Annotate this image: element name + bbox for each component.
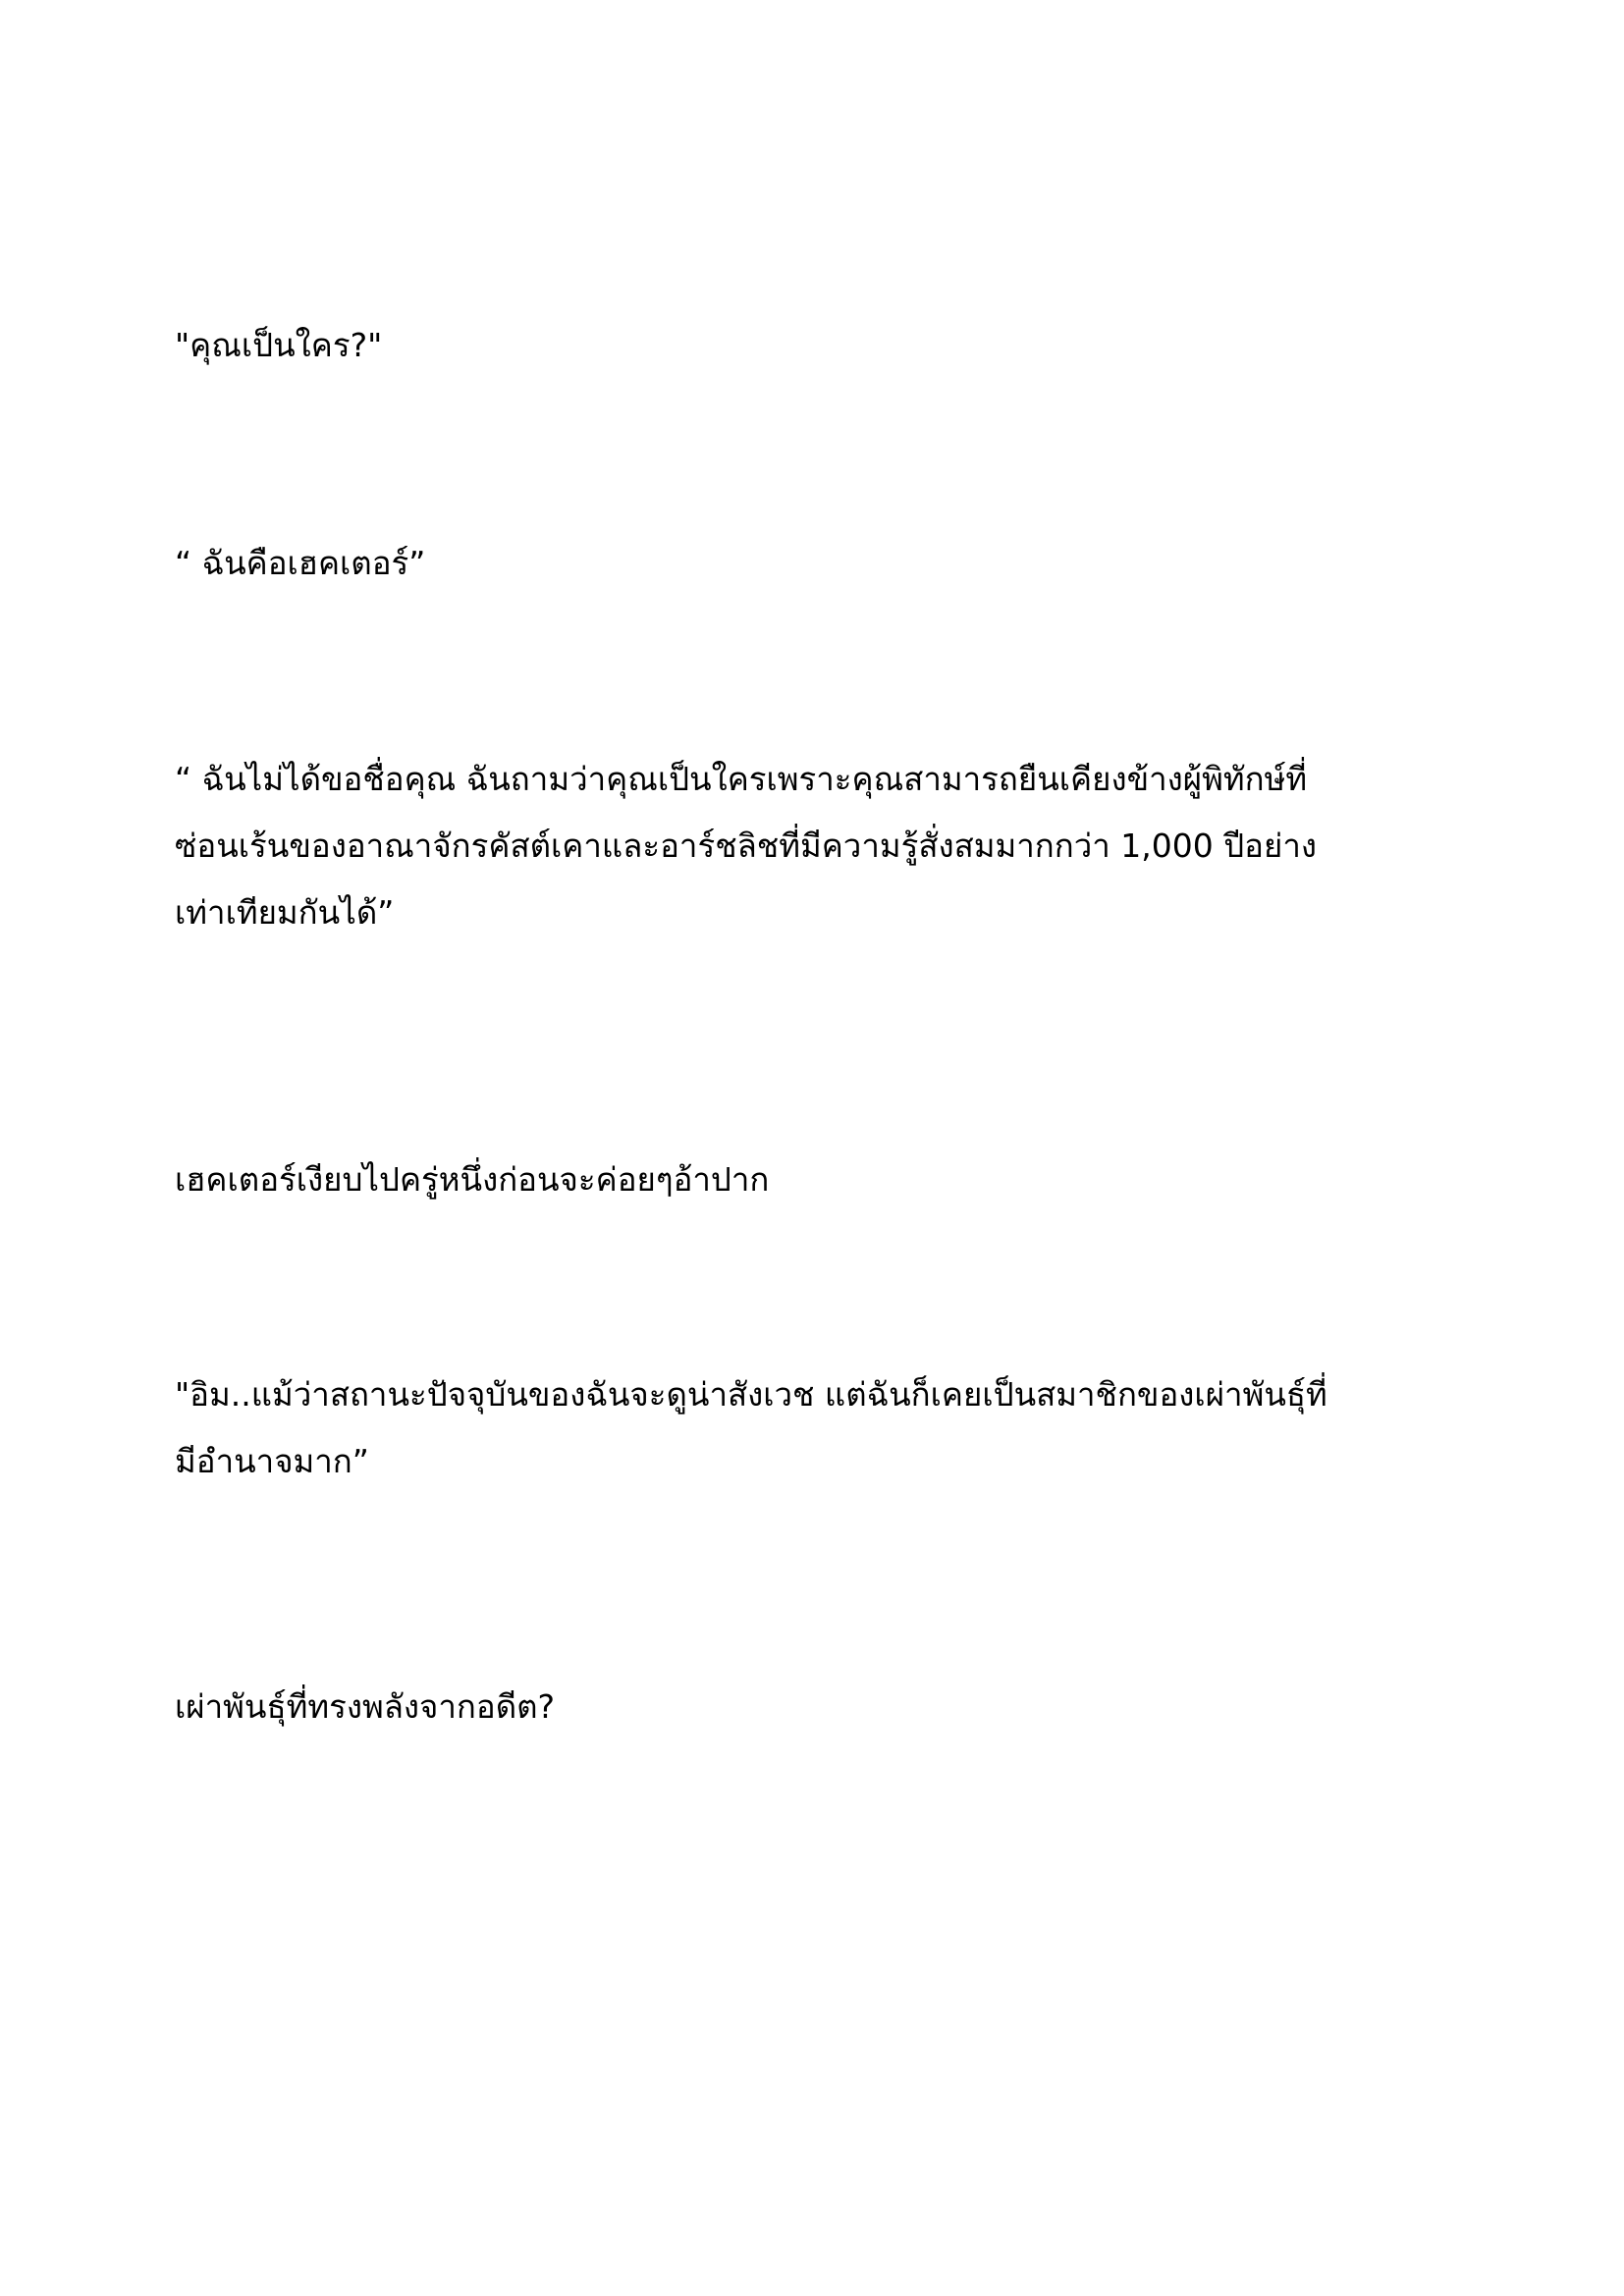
text-line: เผ่าพันธุ์ที่ทรงพลังจากอดีต? <box>175 1687 556 1726</box>
dialogue-paragraph-3 <box>175 746 1451 946</box>
text-line: “ ฉันคือเฮคเตอร์” <box>175 544 426 582</box>
text-line: เฮคเตอร์เงียบไปครู่หนึ่งก่อนจะค่อยๆอ้าปาก <box>175 1160 770 1199</box>
narration-paragraph-1 <box>175 1147 1451 1213</box>
text-line: เท่าเทียมกันได้” <box>175 893 395 932</box>
text-line: "คุณเป็นใคร?" <box>175 326 383 364</box>
text-line: "อิม..แม้ว่าสถานะปัจจุบันของฉันจะดูน่าสังเวช แต่ฉันก็เคยเป็นสมาชิกของเผ่าพันธุ์ที่ <box>175 1375 1327 1414</box>
text-line: มีอำนาจมาก” <box>175 1442 369 1480</box>
text-line: ซ่อนเร้นของอาณาจักรคัสต์เคาและอาร์ชลิชที่มีความรู้สั่งสมมากกว่า 1,000 ปีอย่าง <box>175 827 1317 865</box>
dialogue-paragraph-1 <box>175 312 1451 379</box>
text-line: “ ฉันไม่ได้ขอชื่อคุณ ฉันถามว่าคุณเป็นใครเพราะคุณสามารถยืนเคียงข้างผู้พิทักษ์ที่ <box>175 760 1308 798</box>
dialogue-paragraph-4 <box>175 1362 1451 1495</box>
narration-paragraph-2 <box>175 1674 1451 1740</box>
dialogue-paragraph-2 <box>175 530 1451 597</box>
